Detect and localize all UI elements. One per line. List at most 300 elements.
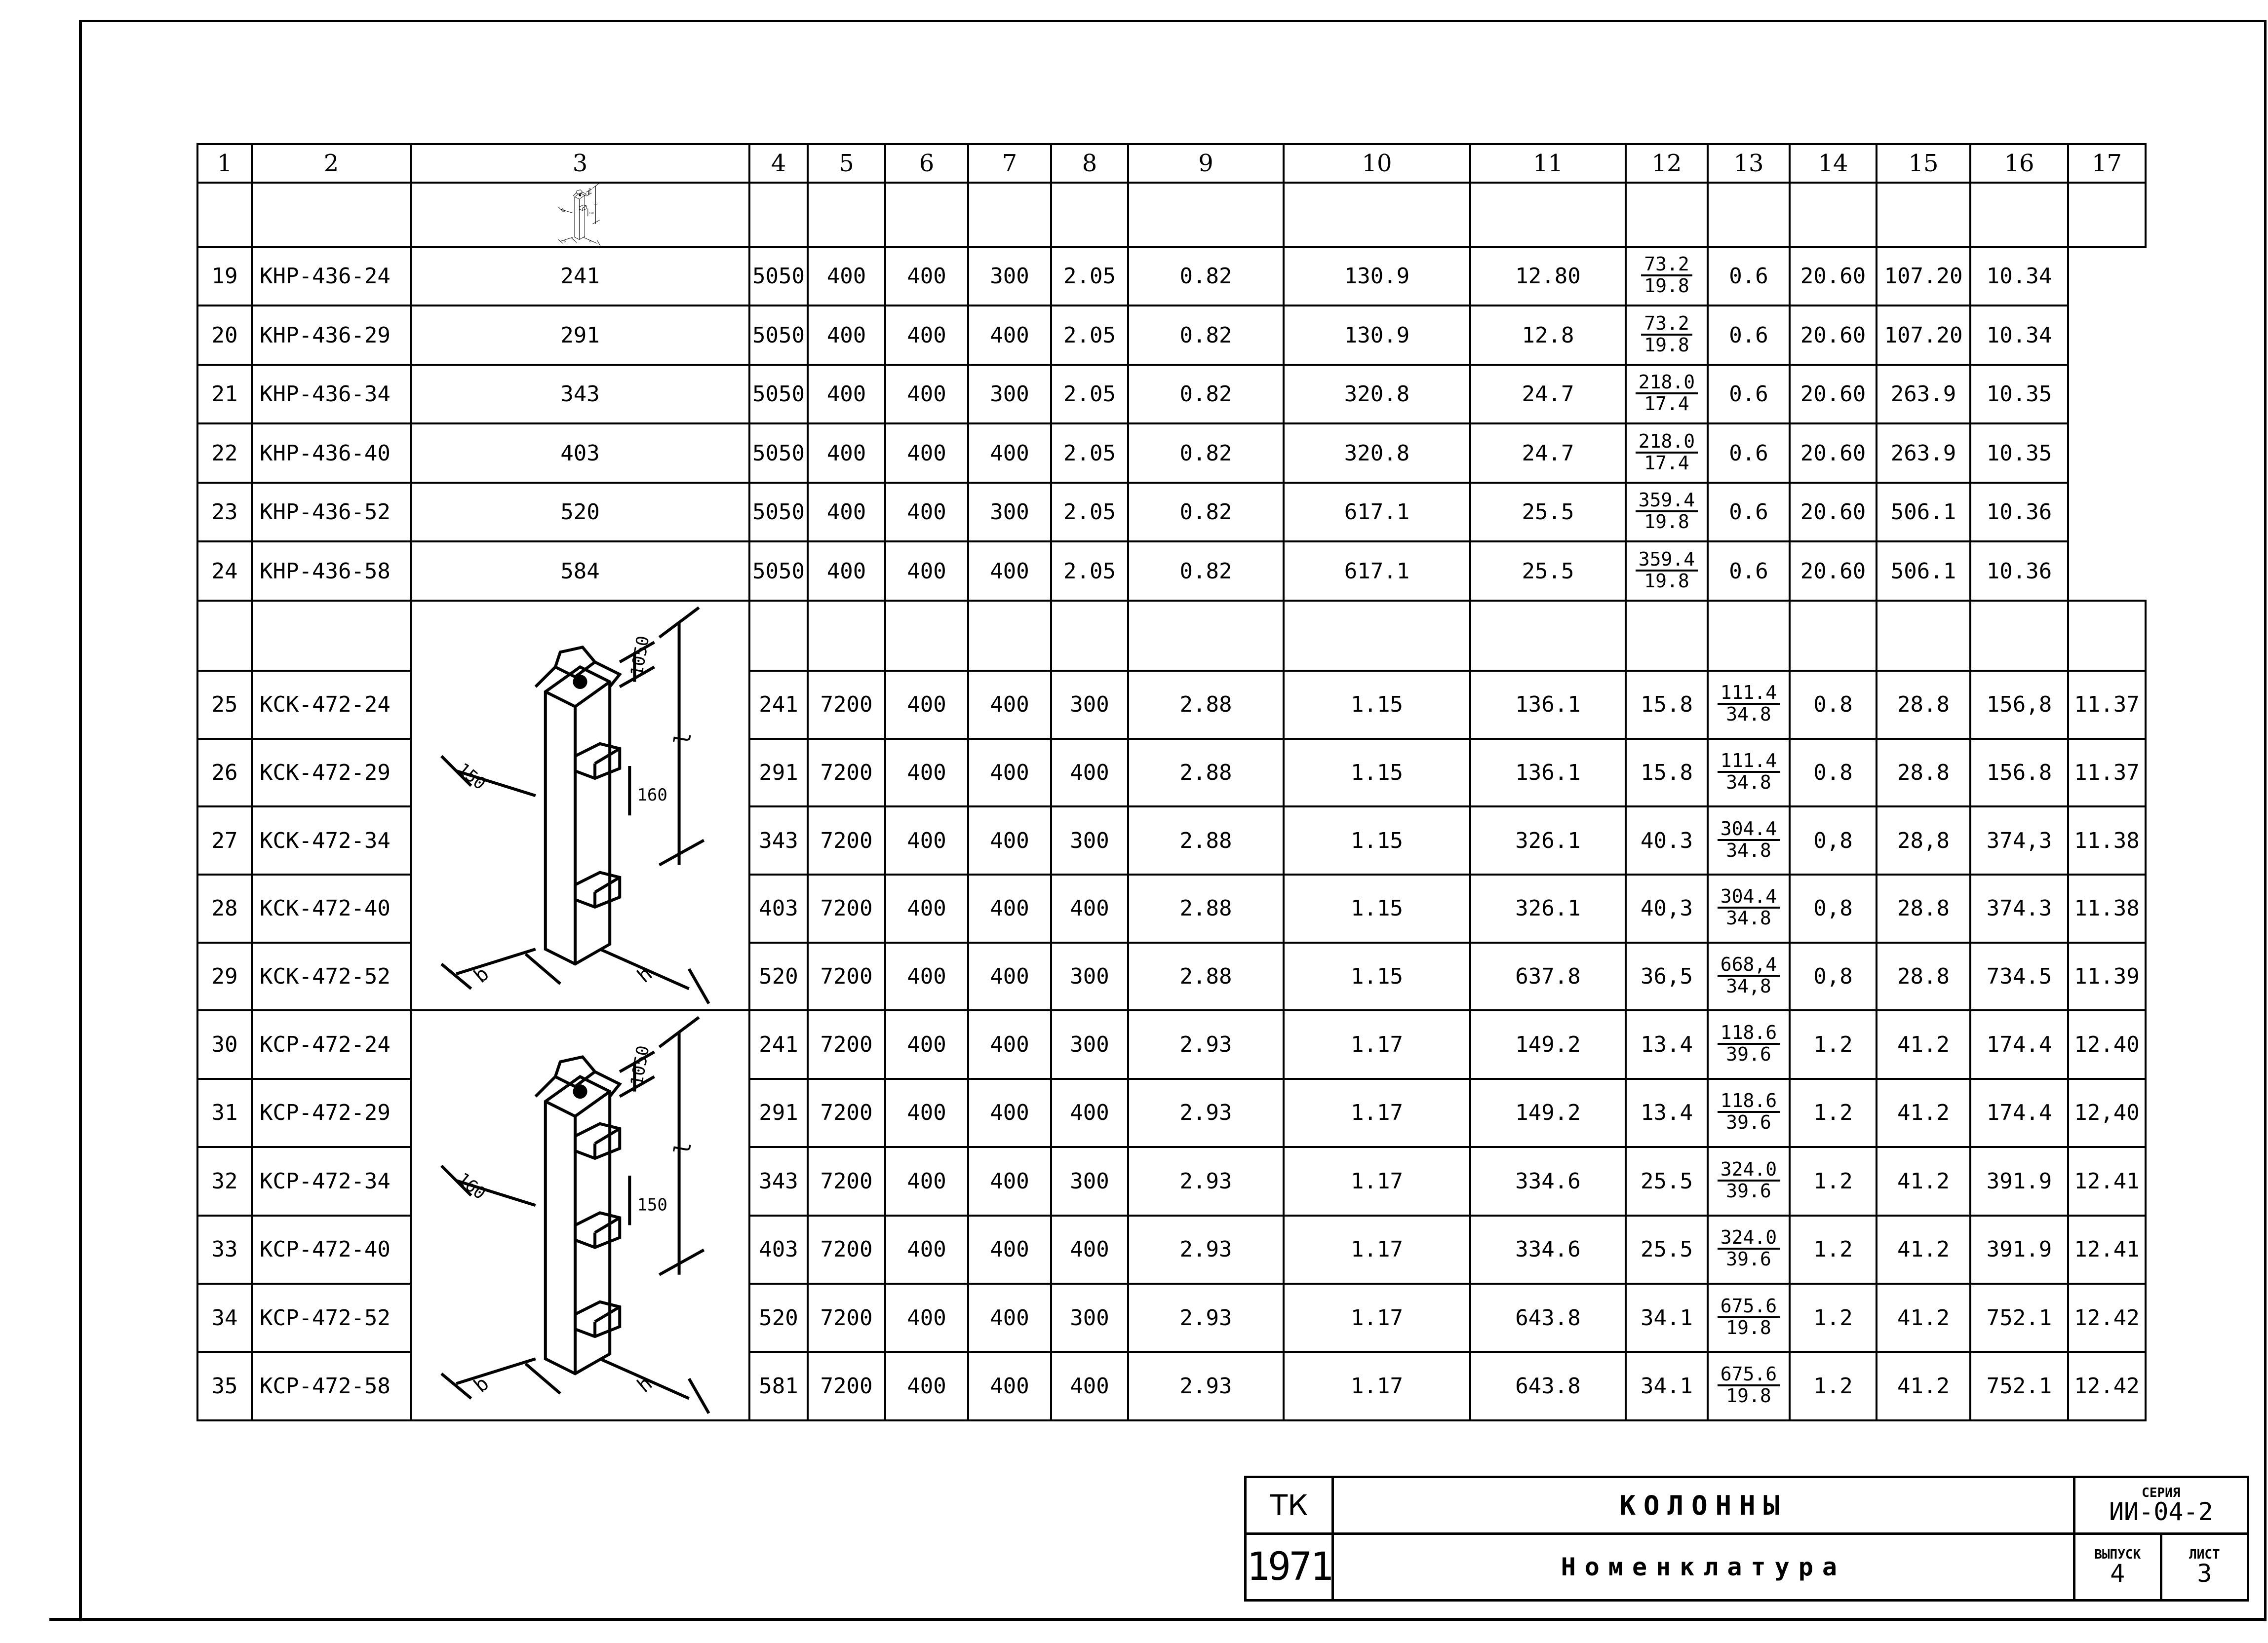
cell-c4: 403 <box>749 1216 808 1284</box>
cell-c16: 391.9 <box>1970 1147 2068 1215</box>
cell-c12: 25.5 <box>1470 541 1626 600</box>
fraction-denominator: 39.6 <box>1726 1043 1771 1065</box>
fraction <box>1718 751 1780 793</box>
blank-cell <box>1470 601 1626 671</box>
fraction-numerator: 324.0 <box>1718 1160 1780 1182</box>
side-dimension-label-right: 150 <box>637 1195 667 1215</box>
cell-c16: 263.9 <box>1877 365 1970 423</box>
cell-c7: 400 <box>968 1352 1051 1420</box>
cell-mark: КСР-472-24 <box>252 1010 411 1078</box>
fraction-denominator: 19.8 <box>1726 1385 1771 1407</box>
cell-n: 31 <box>197 1079 252 1147</box>
cell-c5: 7200 <box>808 1284 885 1352</box>
cell-c6: 400 <box>885 1284 968 1352</box>
cell-c9: 2.93 <box>1128 1352 1284 1420</box>
cell-c14: 0.6 <box>1708 423 1790 482</box>
cell-c13-fraction <box>1708 875 1790 943</box>
cell-c16: 734.5 <box>1970 943 2068 1011</box>
cell-c12: 25.5 <box>1626 1216 1708 1284</box>
cell-c8: 300 <box>968 365 1051 423</box>
cell-c7: 400 <box>885 306 968 364</box>
cell-c8: 400 <box>1051 1216 1128 1284</box>
cell-c9: 2.05 <box>1051 247 1128 306</box>
column-number-header: 3 <box>411 144 749 183</box>
cell-c16: 752.1 <box>1970 1352 2068 1420</box>
column-number-header: 17 <box>2068 144 2146 183</box>
cell-c15: 20.60 <box>1790 541 1877 600</box>
cell-c5: 7200 <box>808 875 885 943</box>
cell-c7: 400 <box>968 1010 1051 1078</box>
cell-c17: 10.36 <box>1970 541 2068 600</box>
cell-mark: КСК-472-24 <box>252 671 411 739</box>
fraction-denominator: 39.6 <box>1726 1180 1771 1202</box>
blank-cell <box>1284 601 1470 671</box>
cell-c14: 0,8 <box>1790 943 1877 1011</box>
cell-c13-fraction <box>1626 423 1708 482</box>
cell-c16: 156.8 <box>1970 739 2068 807</box>
cell-c8: 300 <box>968 247 1051 306</box>
cell-c7: 400 <box>885 541 968 600</box>
fraction-numerator: 359.4 <box>1636 491 1698 512</box>
cell-mark: КСК-472-52 <box>252 943 411 1011</box>
fraction-numerator: 218.0 <box>1636 432 1698 454</box>
cell-c13-fraction <box>1708 1284 1790 1352</box>
cell-c11: 136.1 <box>1470 739 1626 807</box>
cell-c11: 320.8 <box>1284 423 1470 482</box>
cell-c5: 7200 <box>808 1216 885 1284</box>
cell-c7: 400 <box>885 423 968 482</box>
cell-c5: 5050 <box>749 541 808 600</box>
cell-c15: 41.2 <box>1877 1352 1970 1420</box>
cell-c12: 24.7 <box>1470 365 1626 423</box>
cell-c17: 12.41 <box>2068 1147 2146 1215</box>
fraction-numerator: 324.0 <box>1718 1228 1780 1250</box>
cell-c10: 1.17 <box>1284 1284 1470 1352</box>
length-label: l <box>669 729 697 747</box>
cell-mark: КСК-472-29 <box>252 739 411 807</box>
cell-c13-fraction <box>1708 1352 1790 1420</box>
column-isometric-sketch <box>412 602 748 1009</box>
blank-cell <box>885 601 968 671</box>
cell-c7: 400 <box>885 365 968 423</box>
fraction <box>1641 314 1692 355</box>
cell-c8: 400 <box>1051 739 1128 807</box>
cell-c9: 2.93 <box>1128 1216 1284 1284</box>
cell-c17: 10.36 <box>1970 483 2068 541</box>
cell-c14: 1.2 <box>1790 1352 1877 1420</box>
cell-c4: 584 <box>411 541 749 600</box>
cell-c9: 2.93 <box>1128 1079 1284 1147</box>
column-head-hole <box>573 1085 587 1099</box>
cell-c11: 130.9 <box>1284 247 1470 306</box>
cell-c11: 320.8 <box>1284 365 1470 423</box>
cell-c6: 400 <box>885 1079 968 1147</box>
fraction-numerator: 668,4 <box>1718 955 1780 977</box>
cell-c13-fraction <box>1708 943 1790 1011</box>
cell-n: 26 <box>197 739 252 807</box>
cell-c11: 643.8 <box>1470 1284 1626 1352</box>
cell-c15: 20.60 <box>1790 423 1877 482</box>
cell-mark: КНР-436-40 <box>252 423 411 482</box>
table-row <box>197 247 2146 306</box>
cell-c11: 643.8 <box>1470 1352 1626 1420</box>
column-number-header: 6 <box>885 144 968 183</box>
base-label-h: h <box>633 1372 657 1398</box>
cell-c6: 400 <box>808 306 885 364</box>
cell-c14: 0.6 <box>1708 483 1790 541</box>
cell-c10: 1.15 <box>1284 739 1470 807</box>
drawing-title: КОЛОННЫ <box>1333 1477 2074 1534</box>
cell-c16: 156,8 <box>1970 671 2068 739</box>
cell-n: 19 <box>197 247 252 306</box>
blank-cell <box>2068 183 2146 247</box>
cell-c16: 107.20 <box>1877 306 1970 364</box>
cell-c4: 241 <box>411 247 749 306</box>
fraction-denominator: 19.8 <box>1644 334 1689 356</box>
column-head-hole <box>573 675 587 688</box>
blank-cell <box>1128 183 1284 247</box>
blank-cell <box>1790 183 1877 247</box>
cell-c7: 400 <box>968 1079 1051 1147</box>
cell-c4: 241 <box>749 671 808 739</box>
blank-cell <box>1626 601 1708 671</box>
cell-c11: 334.6 <box>1470 1147 1626 1215</box>
cell-c9: 2.88 <box>1128 806 1284 875</box>
cell-c14: 0,8 <box>1790 806 1877 875</box>
length-label: l <box>594 202 599 206</box>
cell-c16: 391.9 <box>1970 1216 2068 1284</box>
column-sketch-cell <box>411 183 749 247</box>
blank-cell <box>1877 183 1970 247</box>
cell-c11: 334.6 <box>1470 1216 1626 1284</box>
fraction-denominator: 19.8 <box>1644 570 1689 592</box>
column-number-header: 16 <box>1970 144 2068 183</box>
cell-c13-fraction <box>1708 1079 1790 1147</box>
cell-mark: КСР-472-34 <box>252 1147 411 1215</box>
fraction-denominator: 17.4 <box>1644 452 1689 474</box>
cell-c6: 400 <box>808 423 885 482</box>
cell-c6: 400 <box>885 943 968 1011</box>
sheet-label: ЛИСТ <box>2189 1547 2220 1562</box>
column-isometric-sketch <box>412 1011 748 1419</box>
table-row <box>197 423 2146 482</box>
cell-n: 22 <box>197 423 252 482</box>
cell-c5: 5050 <box>749 306 808 364</box>
fraction <box>1718 1228 1780 1269</box>
cell-c12: 12.8 <box>1470 306 1626 364</box>
cell-c12: 34.1 <box>1626 1352 1708 1420</box>
cell-c6: 400 <box>808 247 885 306</box>
cell-c10: 0.82 <box>1128 247 1284 306</box>
cell-c15: 28.8 <box>1877 739 1970 807</box>
cell-c16: 107.20 <box>1877 247 1970 306</box>
cell-c14: 1.2 <box>1790 1284 1877 1352</box>
side-dimension-label-left: 160 <box>453 1169 490 1204</box>
fraction-numerator: 73.2 <box>1641 255 1692 276</box>
cell-mark: КСК-472-40 <box>252 875 411 943</box>
cell-c13-fraction <box>1626 306 1708 364</box>
blank-cell <box>885 183 968 247</box>
column-number-header: 8 <box>1051 144 1128 183</box>
blank-cell <box>1051 601 1128 671</box>
fraction <box>1718 1023 1780 1065</box>
cell-c6: 400 <box>885 1147 968 1215</box>
cell-mark: КСК-472-34 <box>252 806 411 875</box>
blank-cell <box>1970 183 2068 247</box>
cell-c9: 2.93 <box>1128 1147 1284 1215</box>
column-number-header: 11 <box>1470 144 1626 183</box>
fraction-numerator: 304.4 <box>1718 887 1780 909</box>
cell-c5: 7200 <box>808 806 885 875</box>
cell-c11: 326.1 <box>1470 806 1626 875</box>
cell-c12: 36,5 <box>1626 943 1708 1011</box>
cell-c12: 25.5 <box>1470 483 1626 541</box>
side-dimension-label-left: 150 <box>560 207 566 213</box>
cell-c7: 400 <box>968 875 1051 943</box>
blank-cell <box>749 183 808 247</box>
cell-c8: 300 <box>1051 1284 1128 1352</box>
cell-c16: 752.1 <box>1970 1284 2068 1352</box>
cell-c8: 400 <box>968 423 1051 482</box>
fraction-denominator: 19.8 <box>1644 275 1689 297</box>
cell-c5: 7200 <box>808 943 885 1011</box>
sheet-cell <box>2161 1534 2248 1601</box>
fraction <box>1636 550 1698 591</box>
fraction-numerator: 118.6 <box>1718 1091 1780 1113</box>
cell-c8: 400 <box>968 306 1051 364</box>
cell-c17: 12.42 <box>2068 1284 2146 1352</box>
column-number-header: 5 <box>808 144 885 183</box>
column-edges <box>575 195 585 240</box>
cell-n: 20 <box>197 306 252 364</box>
cell-c8: 300 <box>1051 671 1128 739</box>
cell-c9: 2.05 <box>1051 306 1128 364</box>
column-number-row <box>197 144 2146 183</box>
cell-c17: 11.38 <box>2068 806 2146 875</box>
cell-c17: 12.41 <box>2068 1216 2146 1284</box>
column-edges <box>546 682 610 964</box>
fraction-numerator: 218.0 <box>1636 373 1698 394</box>
cell-c6: 400 <box>885 1216 968 1284</box>
cell-c17: 12.40 <box>2068 1010 2146 1078</box>
cell-c9: 2.88 <box>1128 943 1284 1011</box>
cell-c15: 20.60 <box>1790 365 1877 423</box>
cell-c9: 2.05 <box>1051 423 1128 482</box>
cell-c4: 520 <box>749 943 808 1011</box>
cell-c6: 400 <box>885 1352 968 1420</box>
cell-c7: 400 <box>968 806 1051 875</box>
cell-c5: 5050 <box>749 365 808 423</box>
cell-c15: 28.8 <box>1877 875 1970 943</box>
fraction <box>1718 1160 1780 1201</box>
cell-c11: 130.9 <box>1284 306 1470 364</box>
cell-mark: КНР-436-34 <box>252 365 411 423</box>
blank-cell <box>1051 183 1128 247</box>
cell-c9: 2.05 <box>1051 541 1128 600</box>
column-sketch-cell <box>411 601 749 1010</box>
cell-c4: 241 <box>749 1010 808 1078</box>
cell-c14: 1.2 <box>1790 1216 1877 1284</box>
series-label: СЕРИЯ <box>2142 1486 2181 1500</box>
cell-c6: 400 <box>808 365 885 423</box>
cell-c14: 0.6 <box>1708 247 1790 306</box>
cell-c16: 174.4 <box>1970 1010 2068 1078</box>
cell-c14: 0.8 <box>1790 671 1877 739</box>
issue-label: ВЫПУСК <box>2094 1547 2141 1562</box>
fraction <box>1718 1365 1780 1406</box>
table-row <box>197 541 2146 600</box>
cell-c10: 0.82 <box>1128 423 1284 482</box>
cell-c10: 1.17 <box>1284 1216 1470 1284</box>
cell-c17: 12,40 <box>2068 1079 2146 1147</box>
cell-c6: 400 <box>808 483 885 541</box>
cell-c8: 400 <box>1051 1352 1128 1420</box>
column-number-header: 1 <box>197 144 252 183</box>
cell-c7: 400 <box>968 1147 1051 1215</box>
cell-mark: КНР-436-29 <box>252 306 411 364</box>
fraction <box>1718 955 1780 996</box>
cell-c8: 300 <box>1051 1147 1128 1215</box>
base-label-h: h <box>588 239 592 244</box>
cell-c4: 343 <box>411 365 749 423</box>
cell-c5: 7200 <box>808 1079 885 1147</box>
table-row <box>197 306 2146 364</box>
cell-c6: 400 <box>885 739 968 807</box>
cell-n: 35 <box>197 1352 252 1420</box>
cell-c4: 343 <box>749 806 808 875</box>
column-number-header: 9 <box>1128 144 1284 183</box>
cell-c15: 28.8 <box>1877 943 1970 1011</box>
cell-mark: КСР-472-52 <box>252 1284 411 1352</box>
cell-c4: 343 <box>749 1147 808 1215</box>
cell-c12: 40.3 <box>1626 806 1708 875</box>
cell-c11: 617.1 <box>1284 541 1470 600</box>
fraction-numerator: 118.6 <box>1718 1023 1780 1045</box>
fraction-denominator: 34.8 <box>1726 907 1771 929</box>
cell-c15: 41.2 <box>1877 1216 1970 1284</box>
cell-c15: 41.2 <box>1877 1147 1970 1215</box>
column-number-header: 10 <box>1284 144 1470 183</box>
blank-cell <box>1970 601 2068 671</box>
blank-cell <box>197 183 252 247</box>
cell-c15: 28.8 <box>1877 671 1970 739</box>
cell-c8: 300 <box>1051 943 1128 1011</box>
cell-c4: 581 <box>749 1352 808 1420</box>
blank-cell <box>1284 183 1470 247</box>
cell-c12: 15.8 <box>1626 671 1708 739</box>
cell-c9: 2.05 <box>1051 483 1128 541</box>
blank-cell <box>1708 601 1790 671</box>
blank-header-row <box>197 183 2146 247</box>
cell-c17: 10.34 <box>1970 306 2068 364</box>
blank-cell <box>749 601 808 671</box>
cell-c13-fraction <box>1626 365 1708 423</box>
drawing-subtitle: Номенклатура <box>1333 1534 2074 1601</box>
table-row <box>197 1010 2146 1078</box>
cell-c7: 400 <box>968 943 1051 1011</box>
blank-cell <box>2068 601 2146 671</box>
cell-c6: 400 <box>885 806 968 875</box>
cell-n: 21 <box>197 365 252 423</box>
cell-c17: 12.42 <box>2068 1352 2146 1420</box>
issue-value: 4 <box>2110 1559 2125 1588</box>
cell-c12: 34.1 <box>1626 1284 1708 1352</box>
cell-c15: 20.60 <box>1790 306 1877 364</box>
cell-c17: 11.37 <box>2068 671 2146 739</box>
cell-c9: 2.05 <box>1051 365 1128 423</box>
cell-c5: 5050 <box>749 423 808 482</box>
cell-c6: 400 <box>808 541 885 600</box>
fraction-numerator: 675.6 <box>1718 1365 1780 1386</box>
cell-mark: КНР-436-24 <box>252 247 411 306</box>
blank-cell <box>1877 601 1970 671</box>
column-number-header: 2 <box>252 144 411 183</box>
cell-c6: 400 <box>885 671 968 739</box>
column-sketch-cell <box>411 1010 749 1420</box>
cell-c10: 0.82 <box>1128 541 1284 600</box>
cell-n: 23 <box>197 483 252 541</box>
cell-c11: 149.2 <box>1470 1079 1626 1147</box>
column-number-header: 13 <box>1708 144 1790 183</box>
column-number-header: 12 <box>1626 144 1708 183</box>
cell-c8: 400 <box>968 541 1051 600</box>
cell-n: 29 <box>197 943 252 1011</box>
cell-c16: 263.9 <box>1877 423 1970 482</box>
cell-c14: 1.2 <box>1790 1147 1877 1215</box>
year: 1971 <box>1246 1534 1333 1601</box>
cell-c16: 374,3 <box>1970 806 2068 875</box>
blank-cell <box>808 183 885 247</box>
cell-c13-fraction <box>1708 671 1790 739</box>
blank-cell <box>1626 183 1708 247</box>
cell-c10: 0.82 <box>1128 483 1284 541</box>
fraction-denominator: 19.8 <box>1644 511 1689 533</box>
cell-c8: 300 <box>1051 806 1128 875</box>
cell-c17: 11.39 <box>2068 943 2146 1011</box>
cell-c10: 1.17 <box>1284 1147 1470 1215</box>
cell-c11: 326.1 <box>1470 875 1626 943</box>
cell-c10: 1.15 <box>1284 943 1470 1011</box>
series-cell <box>2074 1477 2248 1534</box>
cell-c14: 1.2 <box>1790 1079 1877 1147</box>
cell-c10: 0.82 <box>1128 306 1284 364</box>
base-label-b: b <box>563 239 567 244</box>
cell-c9: 2.88 <box>1128 875 1284 943</box>
cell-c13-fraction <box>1708 739 1790 807</box>
fraction-denominator: 34.8 <box>1726 839 1771 861</box>
cell-c4: 291 <box>411 306 749 364</box>
blank-cell <box>968 601 1051 671</box>
cell-mark: КСР-472-29 <box>252 1079 411 1147</box>
cell-c8: 300 <box>968 483 1051 541</box>
cell-c14: 0.6 <box>1708 306 1790 364</box>
issue-cell <box>2074 1534 2161 1601</box>
top-dimension-label: 1050 <box>626 1044 654 1088</box>
cell-c14: 1.2 <box>1790 1010 1877 1078</box>
frame-bottom-line <box>49 1618 2266 1621</box>
length-label: l <box>669 1140 697 1157</box>
top-dimension-label: 1050 <box>626 634 654 678</box>
cell-n: 32 <box>197 1147 252 1215</box>
cell-c5: 7200 <box>808 1147 885 1215</box>
cell-c17: 11.37 <box>2068 739 2146 807</box>
cell-c4: 291 <box>749 739 808 807</box>
cell-c11: 637.8 <box>1470 943 1626 1011</box>
nomenclature-table <box>196 143 2147 1421</box>
blank-cell <box>1790 601 1877 671</box>
cell-c12: 25.5 <box>1626 1147 1708 1215</box>
cell-c15: 20.60 <box>1790 483 1877 541</box>
